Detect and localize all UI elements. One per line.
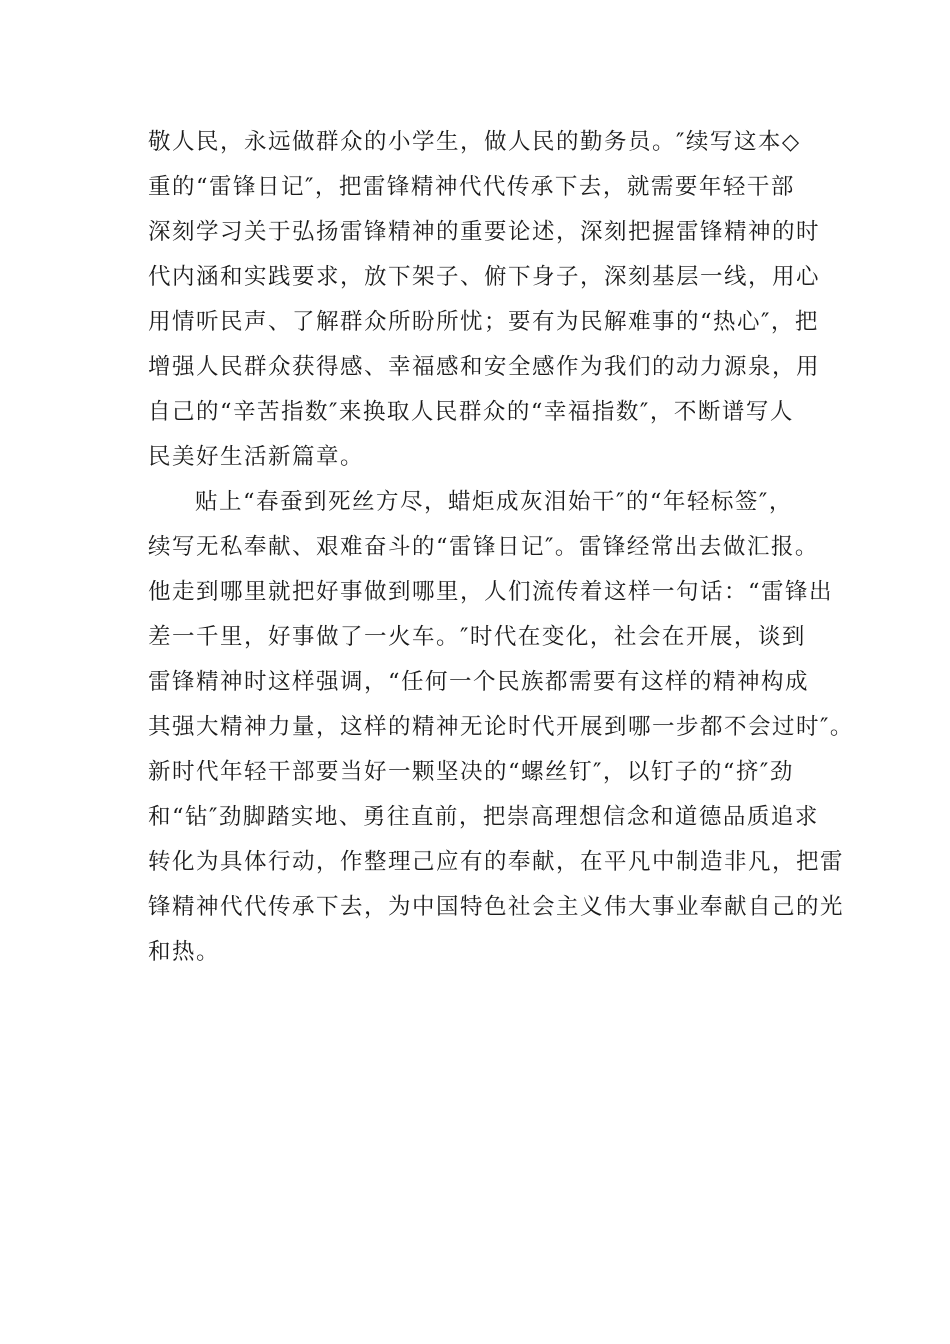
text-line: 代内涵和实践要求，放下架子、俯下身子，深刻基层一线，用心 — [148, 264, 821, 290]
text-line: 续写无私奉献、艰难奋斗的“雷锋日记″。雷锋经常出去做汇报。 — [148, 534, 819, 560]
text-line: 增强人民群众获得感、幸福感和安全感作为我们的动力源泉，用 — [148, 354, 821, 380]
text-line: 民美好生活新篇章。 — [148, 444, 365, 470]
text-line: 锋精神代代传承下去，为中国特色社会主义伟大事业奉献自己的光 — [148, 894, 845, 920]
text-line: 转化为具体行动，作整理己应有的奉献，在平凡中制造非凡，把雷 — [148, 849, 845, 875]
document-body — [148, 120, 854, 975]
text-line: 重的“雷锋日记″，把雷锋精神代代传承下去，就需要年轻干部 — [148, 174, 795, 200]
text-line: 自己的“辛苦指数″来换取人民群众的“幸福指数″，不断谱写人 — [148, 399, 794, 425]
text-line: 他走到哪里就把好事做到哪里，人们流传着这样一句话：“雷锋出 — [148, 579, 834, 605]
text-line: 雷锋精神时这样强调，“任何一个民族都需要有这样的精神构成 — [148, 669, 810, 695]
text-line: 和“钻″劲脚踏实地、勇往直前，把崇高理想信念和道德品质追求 — [148, 804, 819, 830]
paragraph-2 — [148, 480, 854, 975]
text-line: 差一千里，好事做了一火车。″时代在变化，社会在开展，谈到 — [148, 624, 806, 650]
paragraph-1 — [148, 120, 848, 480]
text-line: 其强大精神力量，这样的精神无论时代开展到哪一步都不会过时″。 — [148, 714, 854, 740]
text-line: 和热。 — [148, 939, 221, 965]
text-line: 贴上“春蚕到死丝方尽，蜡炬成灰泪始干″的“年轻标签″， — [195, 489, 793, 515]
text-line: 敬人民，永远做群众的小学生，做人民的勤务员。″续写这本◇ — [148, 129, 801, 155]
text-line: 用情听民声、了解群众所盼所忧；要有为民解难事的“热心″，把 — [148, 309, 819, 335]
text-line: 深刻学习关于弘扬雷锋精神的重要论述，深刻把握雷锋精神的时 — [148, 219, 821, 245]
text-line: 新时代年轻干部要当好一颗坚决的“螺丝钉″，以钉子的“挤″劲 — [148, 759, 794, 785]
